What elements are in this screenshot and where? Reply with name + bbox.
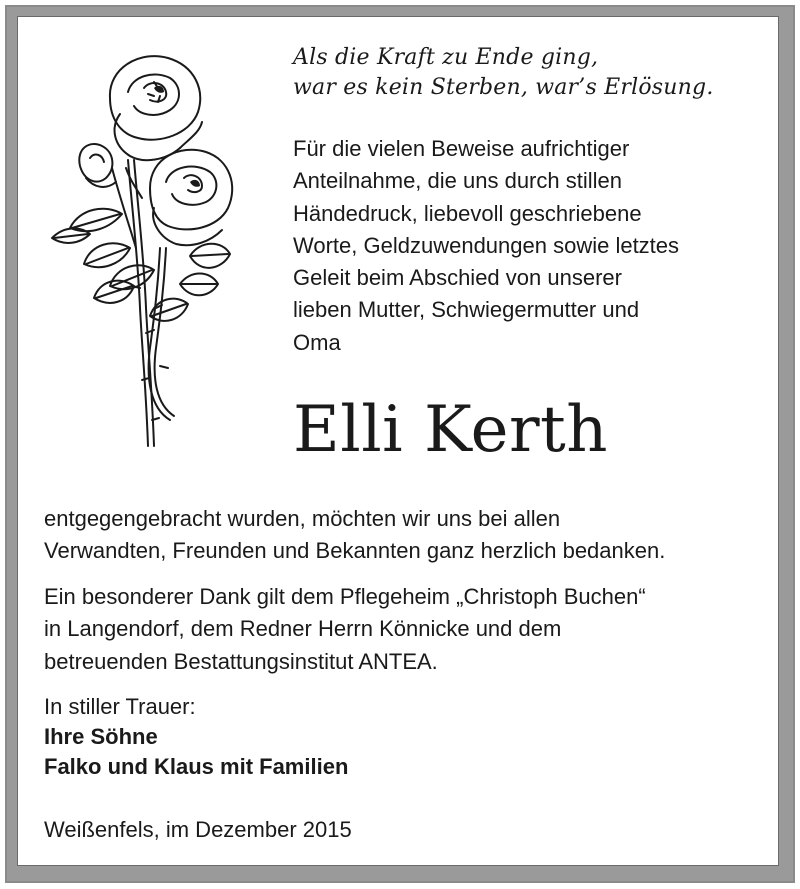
thanks-line: Verwandten, Freunden und Bekannten ganz herzlich bedanken. <box>44 538 666 564</box>
mourning-signature <box>44 692 644 782</box>
verse <box>293 43 763 103</box>
verse-line-2: war es kein Sterben, war’s Erlösung. <box>293 75 714 100</box>
intro-line: Für die vielen Beweise aufrichtiger <box>293 136 630 161</box>
thanks-paragraph <box>44 503 774 568</box>
special-thanks-line: Ein besonderer Dank gilt dem Pflegeheim „Christoph Buchen“ <box>44 584 646 609</box>
rose-icon <box>50 48 250 453</box>
intro-line: Oma <box>293 329 341 355</box>
intro-line: lieben Mutter, Schwiegermutter und <box>293 297 640 323</box>
intro-line: Worte, Geldzuwendungen sowie letztes <box>293 232 680 258</box>
special-thanks-line: in Langendorf, dem Redner Herrn Könnicke und dem <box>44 616 562 642</box>
verse-line-1: Als die Kraft zu Ende ging, <box>293 45 599 70</box>
special-thanks-line: betreuenden Bestattungsinstitut ANTEA. <box>44 648 438 674</box>
family-line-1: Ihre Söhne <box>44 724 158 749</box>
intro-paragraph <box>293 133 763 359</box>
intro-line: Anteilnahme, die uns durch stillen <box>293 168 622 194</box>
intro-line: Händedruck, liebevoll geschriebene <box>293 200 642 226</box>
intro-line: Geleit beim Abschied von unserer <box>293 265 622 291</box>
family-line-2: Falko und Klaus mit Familien <box>44 754 349 779</box>
place-date: Weißenfels, im Dezember 2015 <box>44 817 352 842</box>
special-thanks-paragraph <box>44 581 774 678</box>
deceased-name: Elli Kerth <box>293 393 608 467</box>
mourning-intro: In stiller Trauer: <box>44 694 196 719</box>
thanks-line: entgegengebracht wurden, möchten wir uns bei allen <box>44 506 561 531</box>
